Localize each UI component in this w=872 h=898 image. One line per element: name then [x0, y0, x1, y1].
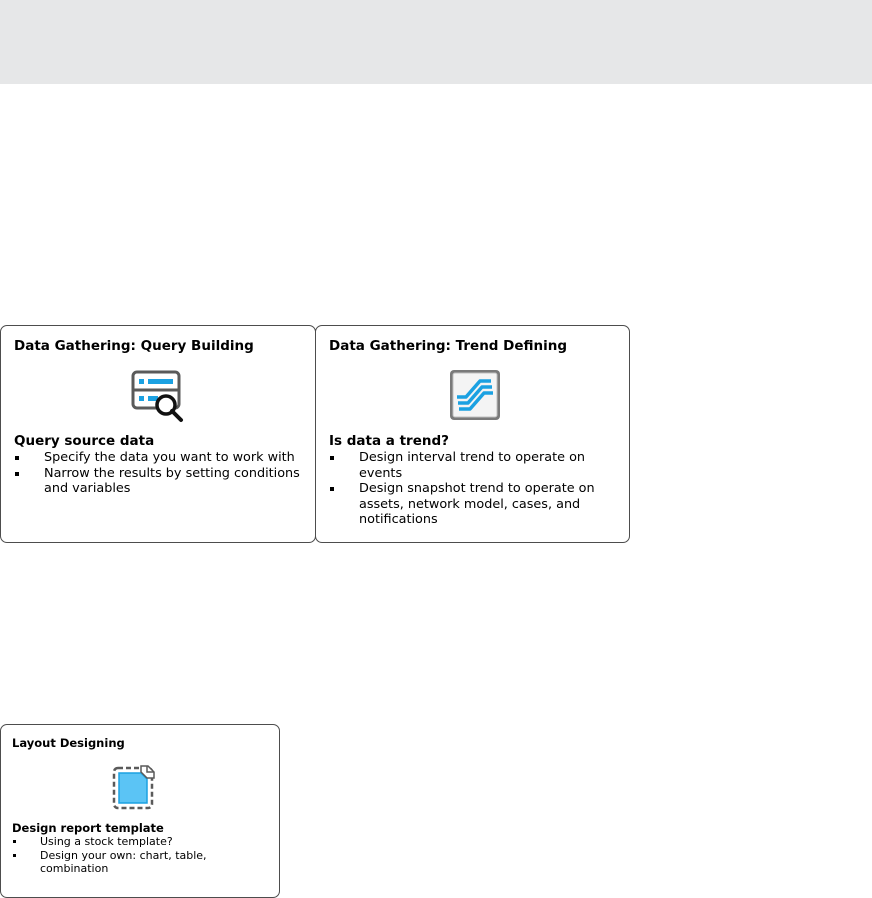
- bullet-item: Design your own: chart, table, combination: [12, 849, 274, 876]
- header-band: [0, 0, 872, 84]
- bullet-item: Narrow the results by setting conditions and variables: [14, 466, 304, 497]
- card-title: Data Gathering: Trend Defining: [329, 338, 568, 354]
- card-subtitle: Is data a trend?: [329, 433, 449, 449]
- report-template-icon: [111, 763, 157, 811]
- bullet-item: Specify the data you want to work with: [14, 450, 304, 466]
- query-search-icon: [131, 369, 185, 423]
- bullet-list: [14, 450, 304, 497]
- trend-icon: [448, 368, 502, 422]
- card-title: Data Gathering: Query Building: [14, 338, 254, 354]
- query-building-card: [0, 325, 316, 543]
- card-subtitle: Design report template: [12, 821, 164, 835]
- bullet-item: Design interval trend to operate on events: [329, 450, 621, 481]
- layout-designing-card: [0, 724, 280, 898]
- card-title: Layout Designing: [12, 736, 125, 750]
- trend-defining-card: [315, 325, 630, 543]
- bullet-item: Design snapshot trend to operate on assets, network model, cases, and notifications: [329, 481, 621, 528]
- bullet-list: [329, 450, 621, 528]
- bullet-item: Using a stock template?: [12, 835, 274, 849]
- card-subtitle: Query source data: [14, 433, 155, 449]
- bullet-list: [12, 835, 274, 876]
